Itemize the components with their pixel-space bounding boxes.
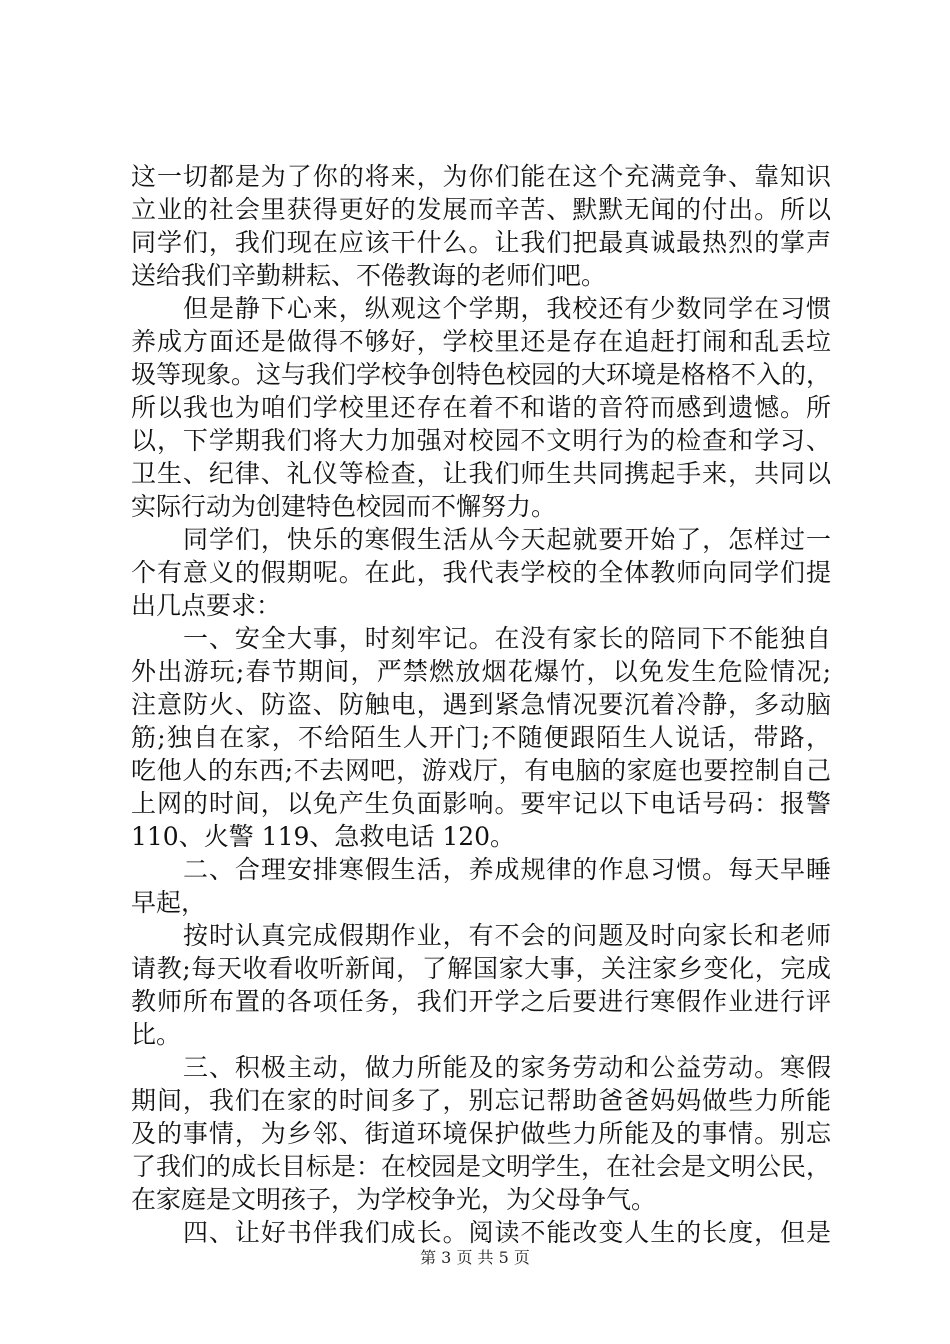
text-line: 了我们的成长目标是：在校园是文明学生，在社会是文明公民， xyxy=(131,1152,831,1181)
text-line: 筋;独自在家，不给陌生人开门;不随便跟陌生人说话，带路， xyxy=(131,723,831,752)
text-line: 吃他人的东西;不去网吧，游戏厅，有电脑的家庭也要控制自己 xyxy=(131,756,831,785)
text-line: 卫生、纪律、礼仪等检查，让我们师生共同携起手来，共同以 xyxy=(131,459,831,488)
text-line: 早起， xyxy=(131,888,207,917)
text-line: 上网的时间，以免产生负面影响。要牢记以下电话号码：报警 xyxy=(131,789,831,818)
text-line: 以，下学期我们将大力加强对校园不文明行为的检查和学习、 xyxy=(131,426,831,455)
paragraph-2 xyxy=(131,292,831,523)
text-line: 立业的社会里获得更好的发展而辛苦、默默无闻的付出。所以 xyxy=(131,195,831,224)
text-line: 期间，我们在家的时间多了，别忘记帮助爸爸妈妈做些力所能 xyxy=(131,1086,831,1115)
text-line: 但是静下心来，纵观这个学期，我校还有少数同学在习惯 xyxy=(183,294,831,323)
text-line: 教师所布置的各项任务，我们开学之后要进行寒假作业进行评 xyxy=(131,987,831,1016)
paragraph-6 xyxy=(131,919,831,1051)
text-line: 同学们，我们现在应该干什么。让我们把最真诚最热烈的掌声 xyxy=(131,228,831,257)
text-line: 个有意义的假期呢。在此，我代表学校的全体教师向同学们提 xyxy=(131,558,831,587)
text-line: 比。 xyxy=(131,1020,182,1049)
text-line: 圾等现象。这与我们学校争创特色校园的大环境是格格不入的， xyxy=(131,360,831,389)
text-line: 出几点要求： xyxy=(131,591,282,620)
text-line: 在家庭是文明孩子，为学校争光，为父母争气。 xyxy=(131,1185,657,1214)
text-line: 这一切都是为了你的将来，为你们能在这个充满竞争、靠知识 xyxy=(131,162,831,191)
paragraph-4 xyxy=(131,622,831,853)
text-line: 按时认真完成假期作业，有不会的问题及时向家长和老师 xyxy=(183,921,831,950)
text-line: 及的事情，为乡邻、街道环境保护做些力所能及的事情。别忘 xyxy=(131,1119,831,1148)
text-line: 所以我也为咱们学校里还存在着不和谐的音符而感到遗憾。所 xyxy=(131,393,831,422)
paragraph-5 xyxy=(131,853,831,919)
text-line: 110、火警 119、急救电话 120。 xyxy=(131,822,516,851)
text-line: 实际行动为创建特色校园而不懈努力。 xyxy=(131,492,557,521)
text-line: 同学们，快乐的寒假生活从今天起就要开始了，怎样过一 xyxy=(183,525,831,554)
text-line: 请教;每天收看收听新闻，了解国家大事，关注家乡变化，完成 xyxy=(131,954,831,983)
page-number-footer: 第 3 页 共 5 页 xyxy=(420,1248,530,1267)
text-line: 四、让好书伴我们成长。阅读不能改变人生的长度，但是 xyxy=(183,1218,831,1247)
text-line: 养成方面还是做得不够好，学校里还是存在追赶打闹和乱丢垃 xyxy=(131,327,831,356)
text-line: 送给我们辛勤耕耘、不倦教诲的老师们吧。 xyxy=(131,261,607,290)
text-line: 三、积极主动，做力所能及的家务劳动和公益劳动。寒假 xyxy=(183,1053,831,1082)
body-text xyxy=(131,160,831,1249)
text-line: 一、安全大事，时刻牢记。在没有家长的陪同下不能独自 xyxy=(183,624,831,653)
text-line: 外出游玩;春节期间，严禁燃放烟花爆竹，以免发生危险情况; xyxy=(131,657,831,686)
text-line: 注意防火、防盗、防触电，遇到紧急情况要沉着冷静，多动脑 xyxy=(131,690,831,719)
text-line: 二、合理安排寒假生活，养成规律的作息习惯。每天早睡 xyxy=(183,855,831,884)
paragraph-7 xyxy=(131,1051,831,1216)
paragraph-1 xyxy=(131,160,831,292)
paragraph-3 xyxy=(131,523,831,622)
